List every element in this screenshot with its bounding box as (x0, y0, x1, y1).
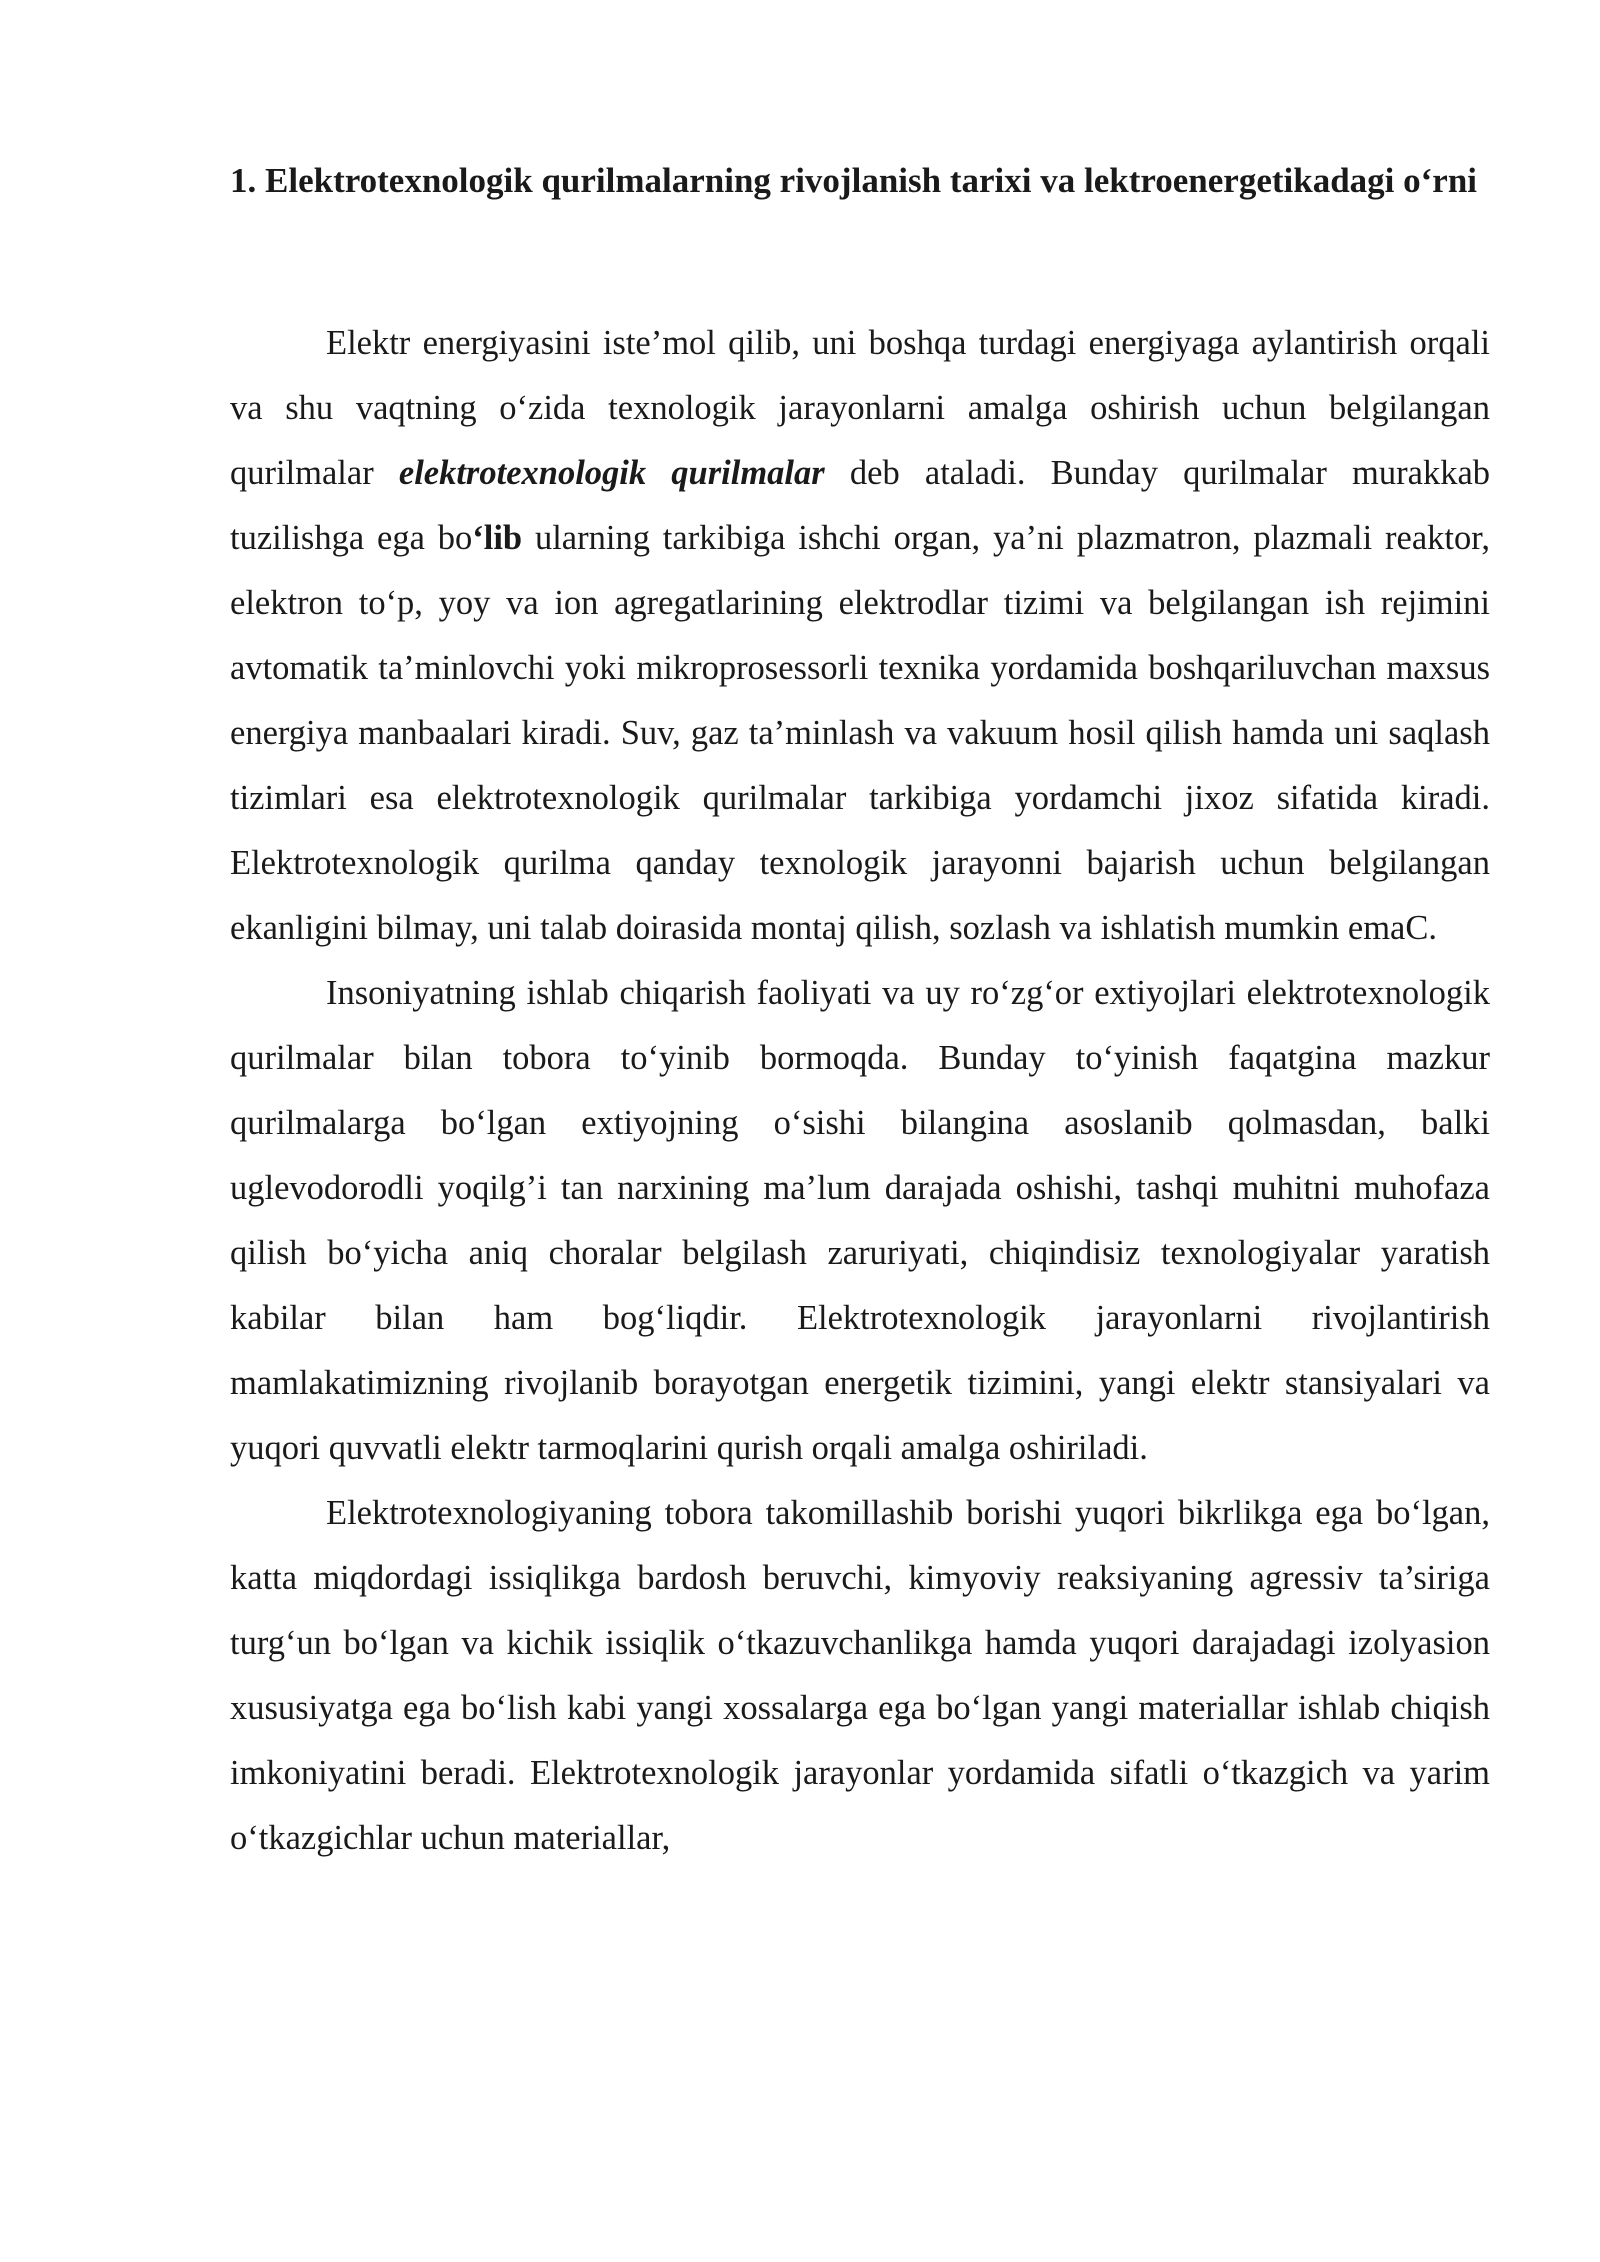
paragraph-3: Elektrotexnologiyaning tobora takomillashib borishi yuqori bikrlikga ega bo‘lgan, katta miqdordagi issiqlikga bardosh beruvchi, kimyoviy reaksiyaning agressiv ta’siriga turg‘un bo‘lgan va kichik issiqlik o‘tkazuvchanlikga hamda yuqori darajadagi izolyasion xususiyatga ega bo‘lish kabi yangi xossalarga ega bo‘lgan yangi materiallar ishlab chiqish imkoniyatini beradi. Elektrotexnologik jarayonlar yordamida sifatli o‘tkazgich va yarim o‘tkazgichlar uchun materiallar, (230, 1494, 1490, 1857)
paragraph-1-text-end: ularning tarkibiga ishchi organ, ya’ni plazmatron, plazmali reaktor, elektron to‘p, yoy va ion agregatlarining elektrodlar tizimi va belgilangan ish rejimini avtomatik ta’minlovchi yoki mikroprosessorli texnika yordamida boshqariluvchan maxsus energiya manbaalari kiradi. Suv, gaz ta’minlash va vakuum hosil qilish hamda uni saqlash tizimlari esa elektrotexnologik qurilmalar tarkibiga yordamchi jixoz sifatida kiradi. Elektrotexnologik qurilma qanday texnologik jarayonni bajarish uchun belgilangan ekanligini bilmay, uni talab doirasida montaj qilish, sozlash va ishlatish mumkin emaC. (230, 519, 1490, 947)
bold-fragment: ‘lib (472, 519, 523, 557)
heading-spacer (230, 213, 1490, 311)
paragraph-1-text-middle: deb ataladi. Bunday qurilmalar murakkab tuzilishga ega bo (230, 454, 1491, 557)
defined-term: elektrotexnologik qurilmalar (398, 454, 825, 492)
paragraph-1 (230, 311, 1490, 961)
section-heading: 1. Elektrotexnologik qurilmalarning rivojlanish tarixi va lektroenergetikadagi o‘rni (230, 161, 1478, 200)
document-page (230, 148, 1490, 1871)
paragraph-1-text-start: Elektr energiyasini iste’mol qilib, uni boshqa turdagi energiyaga aylantirish orqali va shu vaqtning o‘zida texnologik jarayonlarni amalga oshirish uchun belgilangan qurilmalar (230, 324, 1490, 492)
paragraph-2: Insoniyatning ishlab chiqarish faoliyati va uy ro‘zg‘or extiyojlari elektrotexnologik qurilmalar bilan tobora to‘yinib bormoqda. Bunday to‘yinish faqatgina mazkur qurilmalarga bo‘lgan extiyojning o‘sishi bilangina asoslanib qolmasdan, balki uglevodorodli yoqilg’i tan narxining ma’lum darajada oshishi, tashqi muhitni muhofaza qilish bo‘yicha aniq choralar belgilash zaruriyati, chiqindisiz texnologiyalar yaratish kabilar bilan ham bog‘liqdir. Elektrotexnologik jarayonlarni rivojlantirish mamlakatimizning rivojlanib borayotgan energetik tizimini, yangi elektr stansiyalari va yuqori quvvatli elektr tarmoqlarini qurish orqali amalga oshiriladi. (230, 974, 1490, 1467)
